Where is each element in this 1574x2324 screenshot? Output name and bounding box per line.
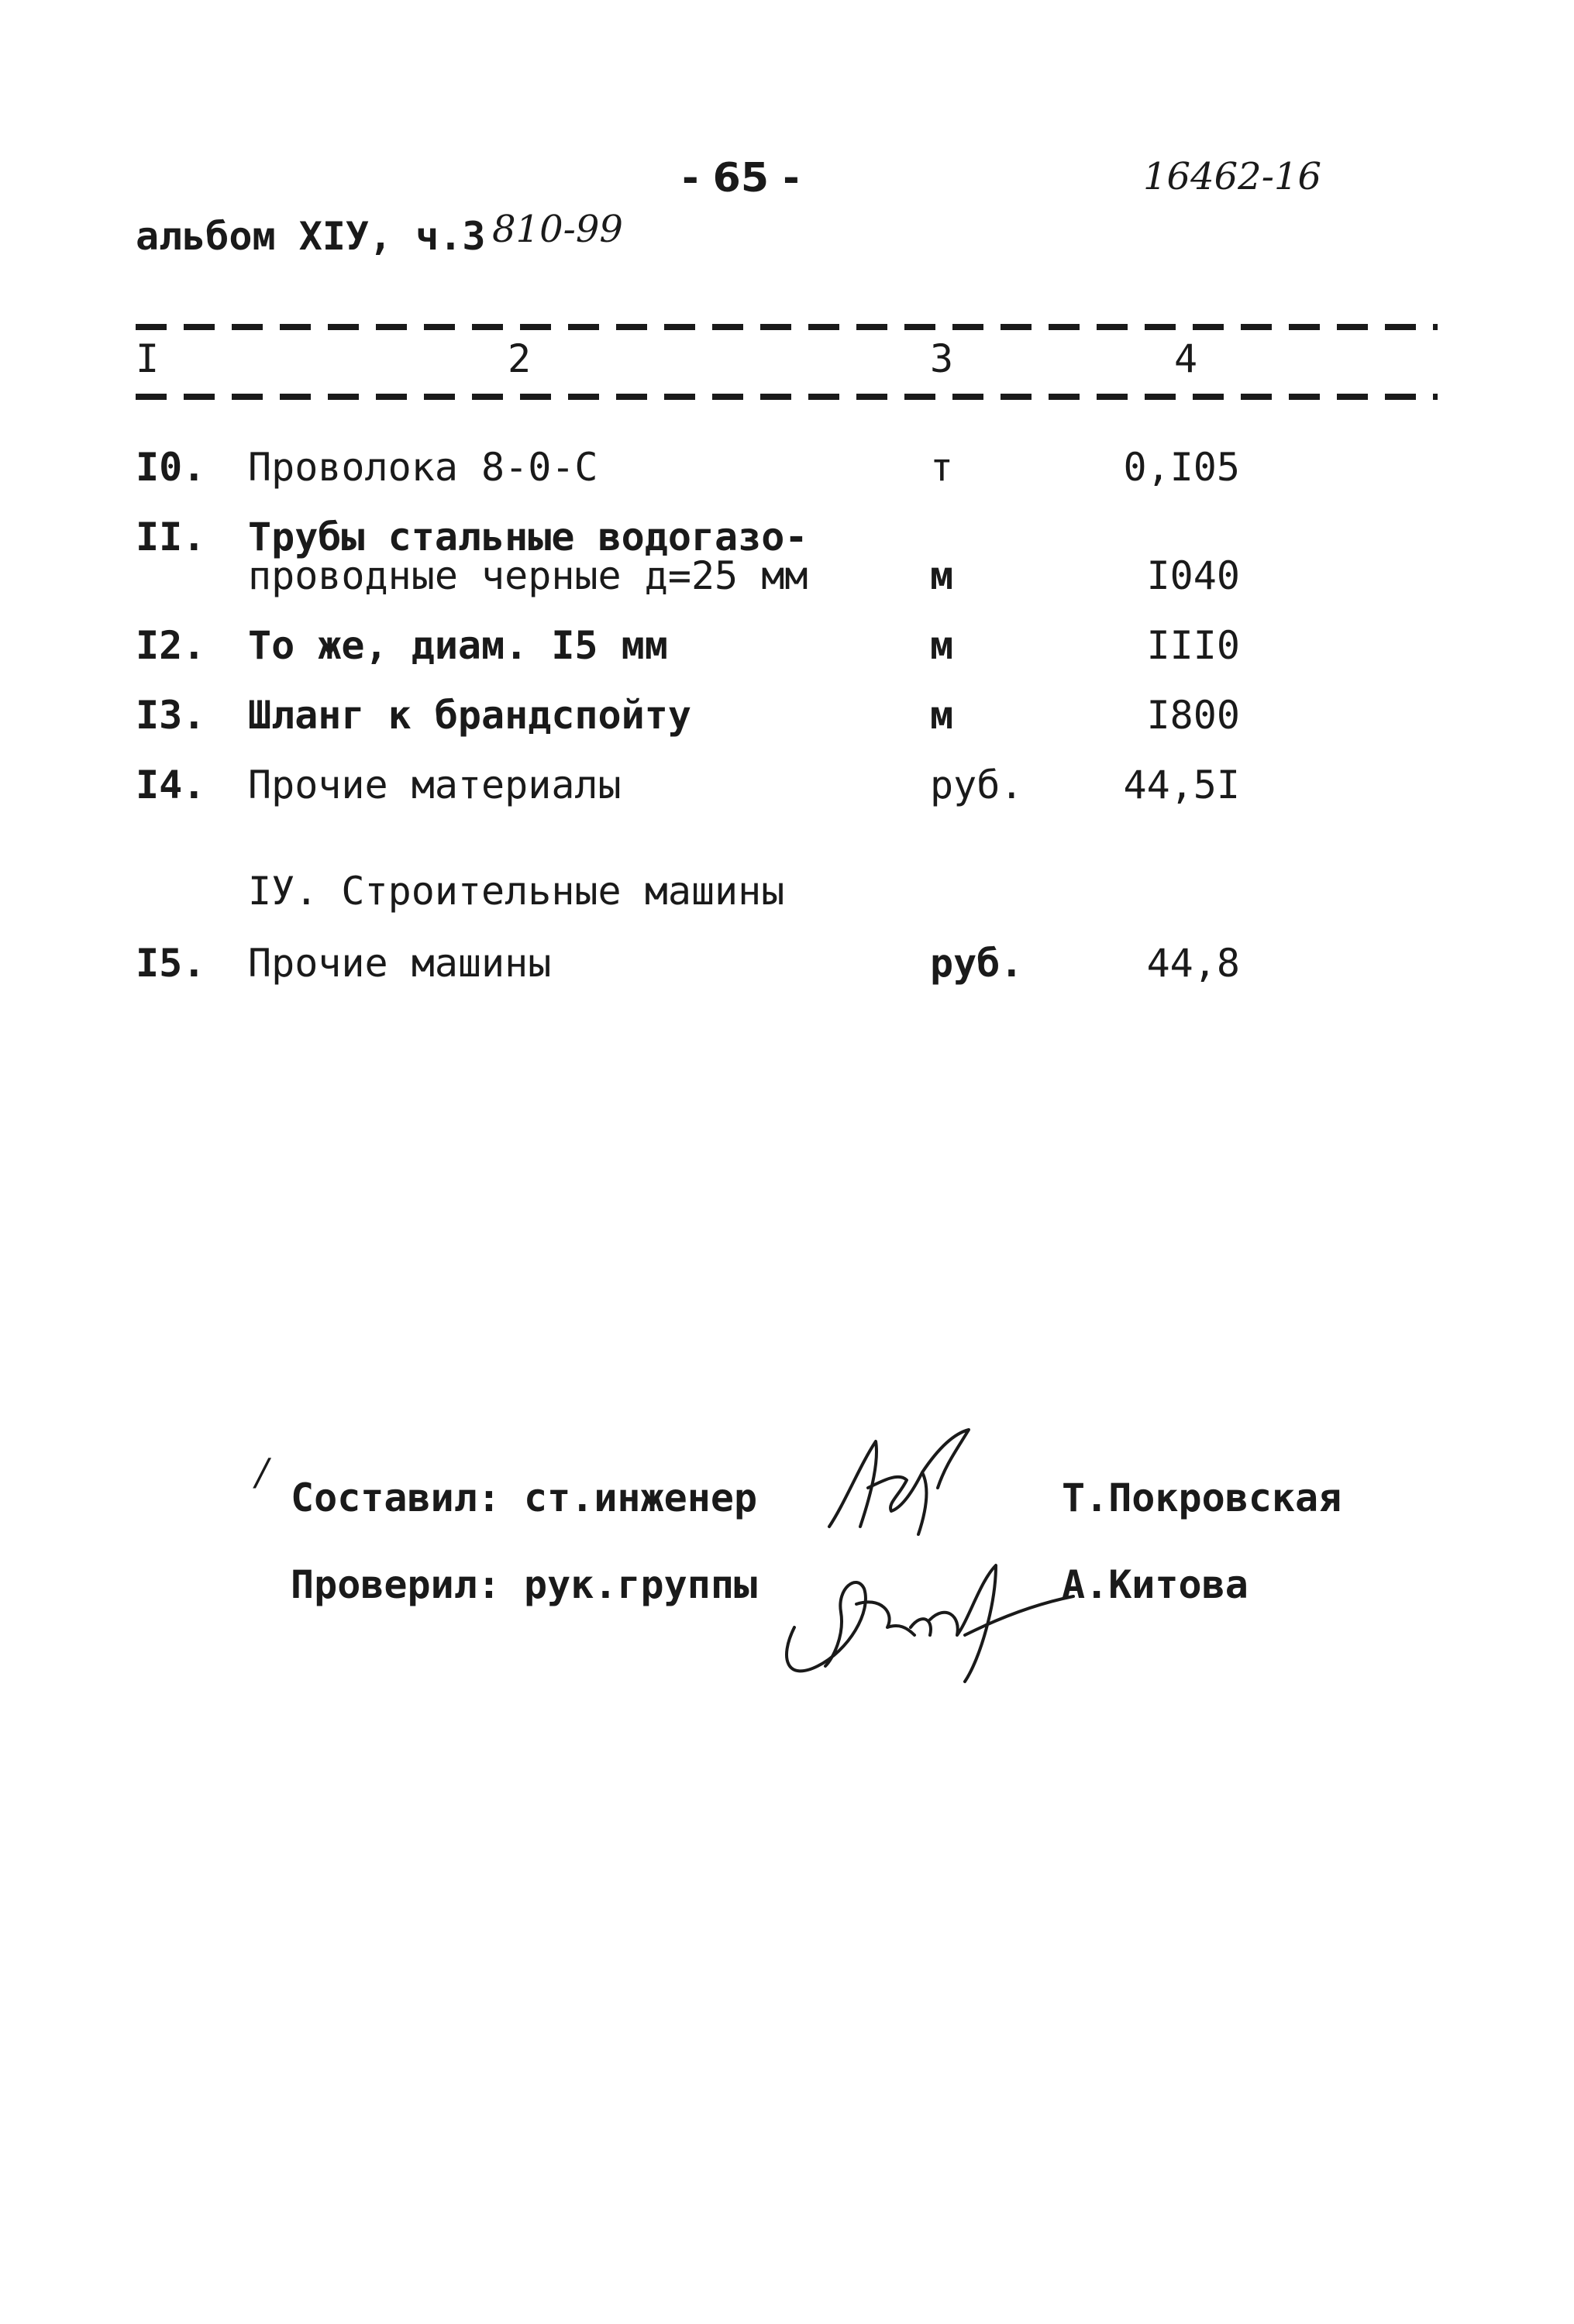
row-name-line2: проводные черные д=25 мм	[248, 553, 808, 598]
row-name: Прочие машины	[248, 941, 552, 986]
row-number: I5.	[136, 941, 206, 986]
row-value: I040	[1146, 553, 1240, 598]
row-number: I0.	[136, 445, 206, 490]
table-header-rule	[136, 394, 1438, 400]
row-unit: м	[930, 553, 954, 598]
row-value: 0,I05	[1123, 445, 1240, 490]
row-number: I3.	[136, 693, 206, 738]
row-unit: м	[930, 693, 954, 738]
compiled-by-name: Т.Покровская	[1062, 1475, 1342, 1520]
section-title: IУ. Строительные машины	[248, 869, 785, 914]
checked-by-label: Проверил: рук.группы	[291, 1562, 758, 1607]
signature-1-scribble	[814, 1418, 992, 1542]
album-handwritten: 810-99	[492, 208, 623, 251]
row-name-line1: Трубы стальные водогазо-	[248, 515, 808, 559]
row-number: II.	[136, 515, 206, 559]
row-name: Прочие материалы	[248, 763, 622, 807]
table-top-rule	[136, 324, 1438, 330]
column-header-3: 3	[930, 336, 954, 381]
compiled-by-label: Составил: ст.инженер	[291, 1475, 758, 1520]
row-value: 44,5I	[1123, 763, 1240, 807]
row-value: 44,8	[1146, 941, 1240, 986]
row-number: I2.	[136, 623, 206, 668]
row-unit: руб.	[930, 941, 1024, 986]
tick-mark: /	[256, 1451, 269, 1494]
signature-2-scribble	[763, 1542, 1089, 1697]
doc-code-handwritten: 16462-16	[1143, 155, 1321, 198]
row-value: I800	[1146, 693, 1240, 738]
row-name: Проволока 8-0-С	[248, 445, 598, 490]
column-header-4: 4	[1174, 336, 1198, 381]
column-header-1: I	[136, 336, 160, 381]
album-label: альбом XIУ, ч.3	[136, 214, 486, 259]
row-value: III0	[1146, 623, 1240, 668]
row-unit: м	[930, 623, 954, 668]
row-unit: т	[930, 445, 954, 490]
page-number: - 65 -	[682, 155, 800, 201]
row-unit: руб.	[930, 763, 1024, 807]
column-header-2: 2	[508, 336, 532, 381]
row-number: I4.	[136, 763, 206, 807]
row-name: Шланг к брандспойту	[248, 693, 691, 738]
row-name: То же, диам. I5 мм	[248, 623, 668, 668]
checked-by-name: А.Китова	[1062, 1562, 1249, 1607]
